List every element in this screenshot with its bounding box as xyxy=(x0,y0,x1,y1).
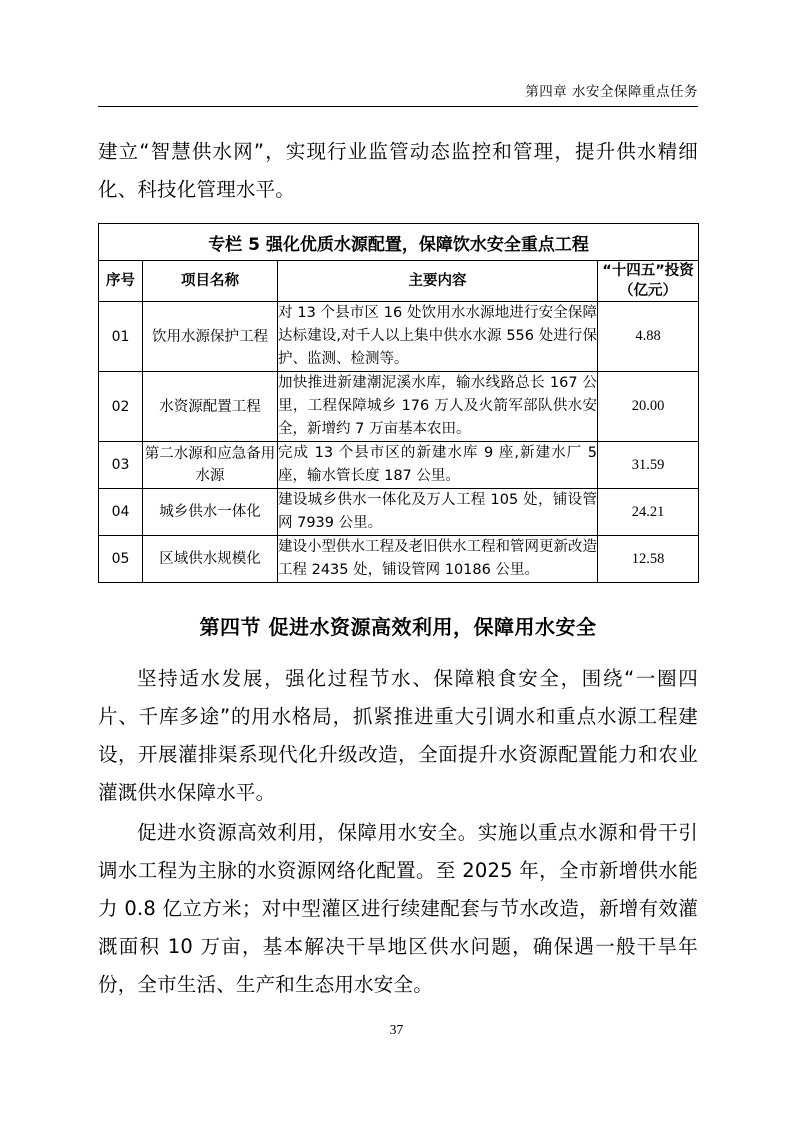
column-header-invest: “十四五”投资（亿元） xyxy=(598,261,699,302)
column-header-name: 项目名称 xyxy=(143,261,278,302)
cell-name: 水资源配置工程 xyxy=(143,372,278,442)
section-heading: 第四节 促进水资源高效利用，保障用水安全 xyxy=(199,615,597,639)
special-column-table xyxy=(98,223,699,583)
table-row xyxy=(99,489,699,536)
cell-content: 建设小型供水工程及老旧供水工程和管网更新改造工程 2435 处，铺设管网 10186 公里。 xyxy=(278,536,598,583)
intro-paragraph: 建立“智慧供水网”，实现行业监管动态监控和管理，提升供水精细化、科技化管理水平。 xyxy=(98,140,698,201)
cell-seq: 01 xyxy=(99,302,143,372)
table-row xyxy=(99,302,699,372)
page-number: 37 xyxy=(389,1022,404,1037)
cell-content: 完成 13 个县市区的新建水库 9 座,新建水厂 5 座，输水管长度 187 公里。 xyxy=(278,442,598,489)
cell-name: 区域供水规模化 xyxy=(143,536,278,583)
cell-seq: 03 xyxy=(99,442,143,489)
cell-seq: 05 xyxy=(99,536,143,583)
section-paragraph-1: 坚持适水发展，强化过程节水、保障粮食安全，围绕“一圈四片、千库多途”的用水格局，抓紧推进重大引调水和重点水源工程建设，开展灌排渠系现代化升级改造，全面提升水资源配置能力和农业灌溉供水保障水平。 xyxy=(98,667,698,804)
table-row xyxy=(99,442,699,489)
cell-content: 加快推进新建潮泥溪水库，输水线路总长 167 公里，工程保障城乡 176 万人及火箭军部队供水安全，新增约 7 万亩基本农田。 xyxy=(278,372,598,442)
table-row xyxy=(99,536,699,583)
cell-invest: 24.21 xyxy=(598,489,699,536)
table-title-row xyxy=(99,224,699,261)
running-head-text: 第四章 水安全保障重点任务 xyxy=(525,84,698,100)
cell-content: 对 13 个县市区 16 处饮用水水源地进行安全保障达标建设,对千人以上集中供水水源 556 处进行保护、监测、检测等。 xyxy=(278,302,598,372)
cell-invest: 20.00 xyxy=(598,372,699,442)
table-header-row xyxy=(99,261,699,302)
page-content xyxy=(98,80,698,1006)
column-header-content: 主要内容 xyxy=(278,261,598,302)
cell-seq: 02 xyxy=(99,372,143,442)
table-title: 专栏 5 强化优质水源配置，保障饮水安全重点工程 xyxy=(99,224,699,261)
running-head xyxy=(98,80,698,106)
cell-invest: 12.58 xyxy=(598,536,699,583)
cell-name: 饮用水源保护工程 xyxy=(143,302,278,372)
table-row xyxy=(99,372,699,442)
section-paragraph-2: 促进水资源高效利用，保障用水安全。实施以重点水源和骨干引调水工程为主脉的水资源网络化配置。至 2025 年，全市新增供水能力 0.8 亿立方米；对中型灌区进行续建配套与节水改造，新增有效灌溉面积 10 万亩，基本解决干旱地区供水问题，确保遇一般干旱年份，全市生活、生产和生态用水安全。 xyxy=(98,821,698,996)
cell-invest: 4.88 xyxy=(598,302,699,372)
column-header-seq: 序号 xyxy=(99,261,143,302)
cell-seq: 04 xyxy=(99,489,143,536)
header-divider xyxy=(98,106,698,107)
cell-invest: 31.59 xyxy=(598,442,699,489)
cell-content: 建设城乡供水一体化及万人工程 105 处，铺设管网 7939 公里。 xyxy=(278,489,598,536)
cell-name: 城乡供水一体化 xyxy=(143,489,278,536)
cell-name: 第二水源和应急备用水源 xyxy=(143,442,278,489)
